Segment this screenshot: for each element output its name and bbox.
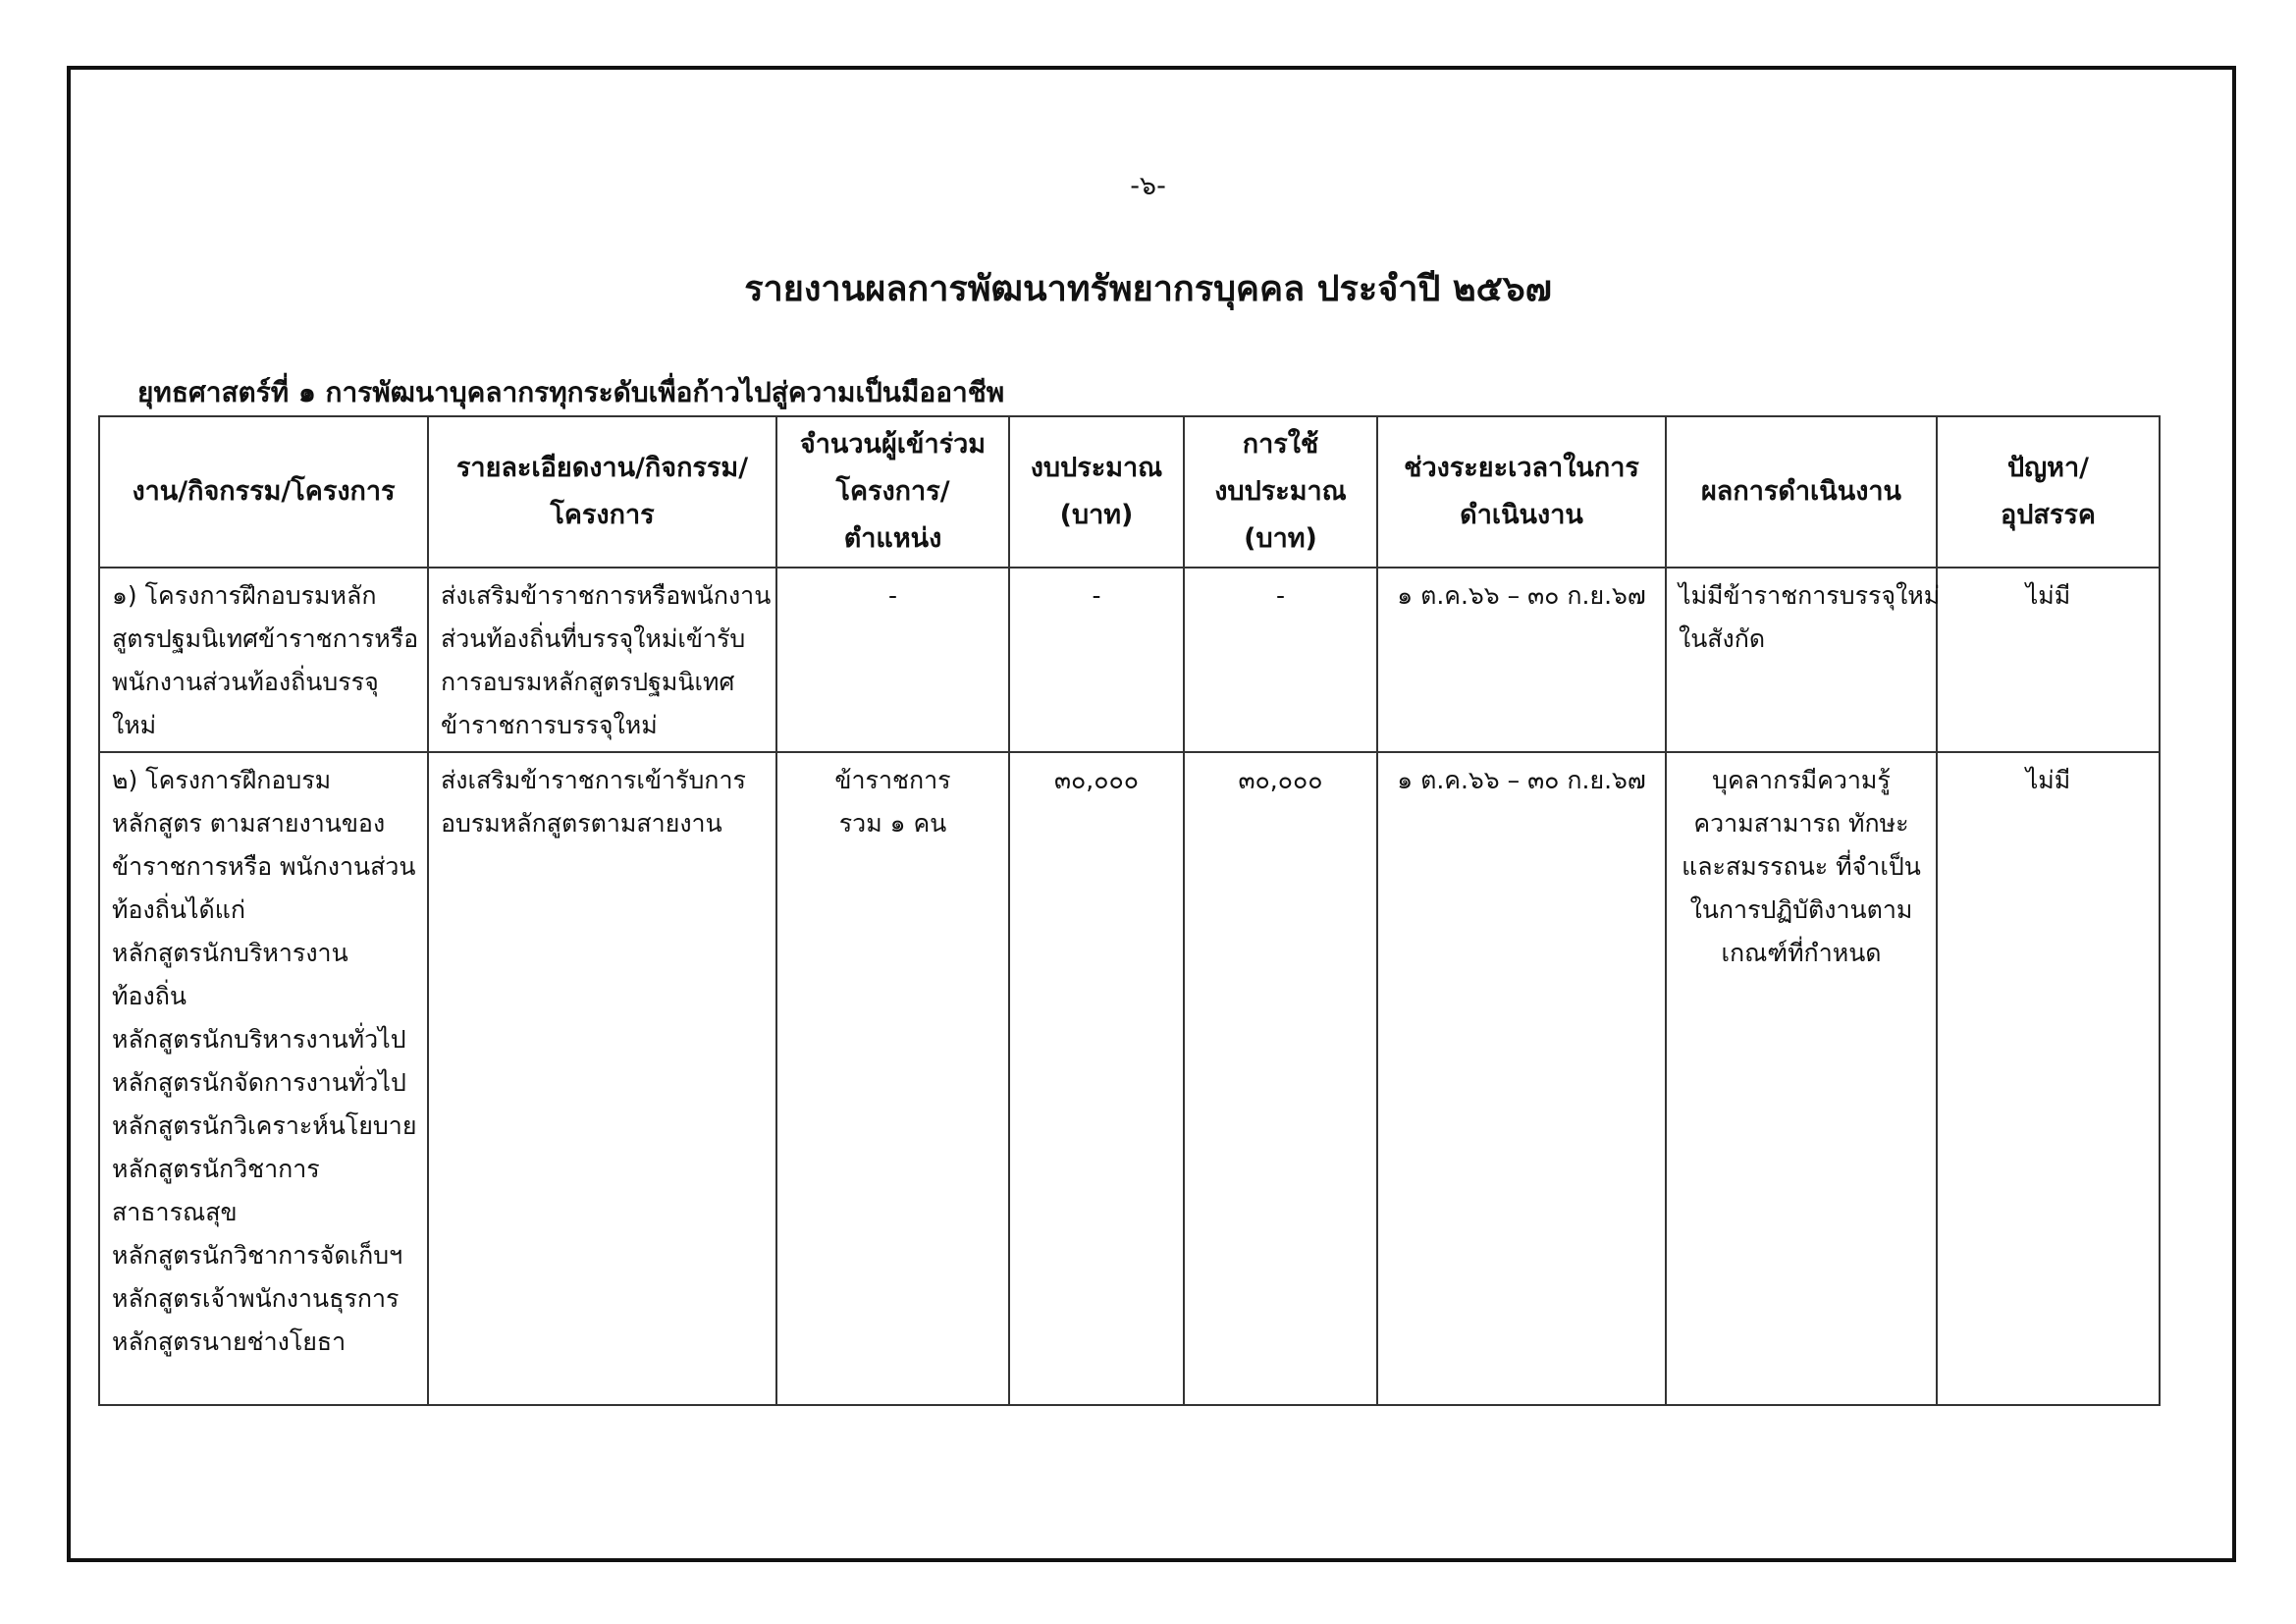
- cell-participants: -: [776, 568, 1009, 752]
- strategy-heading: ยุทธศาสตร์ที่ ๑ การพัฒนาบุคลากรทุกระดับเพื่อก้าวไปสู่ความเป็นมืออาชีพ: [137, 376, 1005, 408]
- header-budget: งบประมาณ (บาท): [1009, 416, 1184, 568]
- header-project: งาน/กิจกรรม/โครงการ: [99, 416, 428, 568]
- header-period: ช่วงระยะเวลาในการ ดำเนินงาน: [1377, 416, 1666, 568]
- cell-result: บุคลากรมีความรู้ ความสามารถ ทักษะ และสมรรถนะ ที่จำเป็น ในการปฏิบัติงานตาม เกณฑ์ที่กำหนด: [1666, 752, 1937, 1405]
- header-problems: ปัญหา/ อุปสรรค: [1937, 416, 2160, 568]
- header-row: [99, 416, 2160, 568]
- cell-problems: ไม่มี: [1937, 568, 2160, 752]
- report-table: [98, 415, 2161, 1406]
- cell-project: ๑) โครงการฝึกอบรมหลัก สูตรปฐมนิเทศข้าราชการหรือ พนักงานส่วนท้องถิ่นบรรจุ ใหม่: [99, 568, 428, 752]
- cell-participants: ข้าราชการ รวม ๑ คน: [776, 752, 1009, 1405]
- cell-details: ส่งเสริมข้าราชการเข้ารับการ อบรมหลักสูตรตามสายงาน: [428, 752, 776, 1405]
- cell-budget-used: -: [1184, 568, 1377, 752]
- cell-budget: -: [1009, 568, 1184, 752]
- cell-problems: ไม่มี: [1937, 752, 2160, 1405]
- cell-budget: ๓๐,๐๐๐: [1009, 752, 1184, 1405]
- header-budget-used: การใช้ งบประมาณ (บาท): [1184, 416, 1377, 568]
- cell-budget-used: ๓๐,๐๐๐: [1184, 752, 1377, 1405]
- cell-period: ๑ ต.ค.๖๖ – ๓๐ ก.ย.๖๗: [1377, 568, 1666, 752]
- header-participants: จำนวนผู้เข้าร่วม โครงการ/ ตำแหน่ง: [776, 416, 1009, 568]
- header-details: รายละเอียดงาน/กิจกรรม/ โครงการ: [428, 416, 776, 568]
- table-row: [99, 752, 2160, 1405]
- cell-details: ส่งเสริมข้าราชการหรือพนักงาน ส่วนท้องถิ่นที่บรรจุใหม่เข้ารับ การอบรมหลักสูตรปฐมนิเทศ ข้าราชการบรรจุใหม่: [428, 568, 776, 752]
- header-result: ผลการดำเนินงาน: [1666, 416, 1937, 568]
- cell-project: ๒) โครงการฝึกอบรม หลักสูตร ตามสายงานของ ข้าราชการหรือ พนักงานส่วน ท้องถิ่นได้แก่ หลักสูตรนักบริหารงาน ท้องถิ่น หลักสูตรนักบริหารงานทั่วไป หลักสูตรนักจัดการงานทั่วไป หลักสูตรนักวิเคราะห์นโยบาย หลักสูตรนักวิชาการ สาธารณสุข หลักสูตรนักวิชาการจัดเก็บฯ หลักสูตรเจ้าพนักงานธุรการ หลักสูตรนายช่างโยธา: [99, 752, 428, 1405]
- document-title: รายงานผลการพัฒนาทรัพยากรบุคคล ประจำปี ๒๕๖๗: [744, 269, 1552, 309]
- page-number: -๖-: [1130, 171, 1166, 201]
- cell-period: ๑ ต.ค.๖๖ – ๓๐ ก.ย.๖๗: [1377, 752, 1666, 1405]
- cell-result: ไม่มีข้าราชการบรรจุใหม่ ในสังกัด: [1666, 568, 1937, 752]
- table-row: [99, 568, 2160, 752]
